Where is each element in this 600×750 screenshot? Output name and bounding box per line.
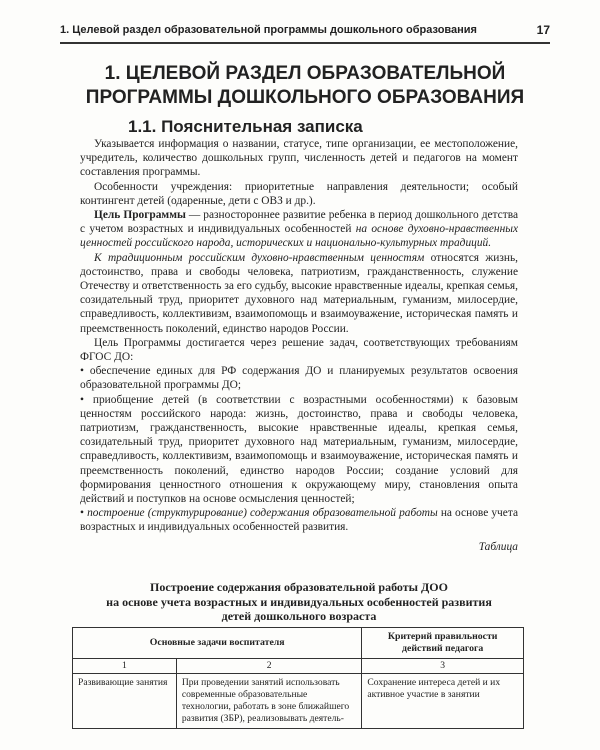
table-col-number-3: 3 xyxy=(362,659,524,674)
chapter-title-line-2: ПРОГРАММЫ ДОШКОЛЬНОГО ОБРАЗОВАНИЯ xyxy=(85,87,525,108)
section-title: 1.1. Пояснительная записка xyxy=(128,117,363,136)
bullet-3-text: на основе учета возрастных и индивидуальных особенностей развития. xyxy=(80,507,518,534)
values-text: относятся жизнь, достоинство, права и свободы человека, патриотизм, гражданственность, служение Отечеству и ответственность за его судьбу, высокие нравственные идеалы, крепкая семья, созидательный труд, приоритет духовного над материальным, гуманизм, милосердие, справедливость, коллективизм, взаимопомощь и взаимоуважение, историческая память и преемственность поколений, единство народов России. xyxy=(80,251,518,335)
goal-text: — разностороннее развитие ребенка в период дошкольного детства с учетом возрастных и индивидуальных особенностей xyxy=(80,209,518,236)
bullet-3-italic: построение (структурирование) содержания образовательной работы xyxy=(87,507,438,520)
values-term: К традиционным российским духовно-нравственным ценностям xyxy=(94,251,425,264)
paragraph-tasks: Цель Программы достигается через решение задач, соответствующих требованиям ФГОС ДО: xyxy=(80,336,518,364)
table-col-number-1: 1 xyxy=(73,659,177,674)
table-col-number-2: 2 xyxy=(176,659,362,674)
bullet-item-1: • обеспечение единых для РФ содержания ДО и планируемых результатов освоения образовательной программы ДО; xyxy=(80,365,518,392)
running-header-title: 1. Целевой раздел образовательной программы дошкольного образования xyxy=(60,24,477,36)
table-cell-criterion: Сохранение интереса детей и их активное участие в занятии xyxy=(362,674,524,729)
table-label: Таблица xyxy=(478,540,518,553)
table-title-line-1: Построение содержания образовательной работы ДОО xyxy=(150,580,448,594)
table-header-row xyxy=(73,628,524,659)
table-header-criteria: Критерий правильности действий педагога xyxy=(362,628,524,659)
paragraph-features: Особенности учреждения: приоритетные направления деятельности; особый контингент детей (одаренные, дети с ОВЗ и др.). xyxy=(80,180,518,207)
table-row xyxy=(73,674,524,729)
bullet-item-3 xyxy=(80,506,518,534)
bullet-marker: • xyxy=(80,507,88,520)
table-title-line-2: на основе учета возрастных и индивидуальных особенностей развития xyxy=(106,594,492,609)
page-number: 17 xyxy=(536,23,550,37)
chapter-title xyxy=(60,62,550,110)
table-cell-task: При проведении занятий использовать современные образовательные технологии, работать в зоне ближайшего развития (ЗБР), реализовывать деятель- xyxy=(176,674,362,729)
paragraph-goal xyxy=(80,208,518,251)
table-header-tasks: Основные задачи воспитателя xyxy=(73,628,362,659)
table-title-line-3: детей дошкольного возраста xyxy=(221,609,377,623)
chapter-title-line-1: 1. ЦЕЛЕВОЙ РАЗДЕЛ ОБРАЗОВАТЕЛЬНОЙ xyxy=(104,63,506,84)
paragraph-intro: Указывается информация о названии, статусе, типе организации, ее местоположение, учредитель, количество дошкольных групп, численность детей и педагогов на момент составления программы. xyxy=(80,138,518,179)
running-header xyxy=(60,22,550,44)
goal-term: Цель Программы xyxy=(94,209,186,222)
body-text xyxy=(80,137,518,554)
table-cell-activity: Развивающие занятия xyxy=(73,674,177,729)
paragraph-values xyxy=(80,251,518,336)
table-title xyxy=(80,580,518,624)
table-number-row xyxy=(73,659,524,674)
bullet-item-2: • приобщение детей (в соответствии с возрастными особенностями) к базовым ценностям российского народа: жизнь, достоинство, права и свободы человека, патриотизм, гражданственность, высокие нравственные идеалы, крепкая семья, созидательный труд, приоритет духовного над материальным, гуманизм, милосердие, справедливость, коллективизм, взаимопомощь и взаимоуважение, историческая память и преемственность поколений, единство народов России; создание условий для формирования ценностного отношения к окружающему миру, становления опыта действий и поступков на основе осмысления ценностей; xyxy=(80,393,518,506)
content-table xyxy=(72,627,524,729)
goal-italic: на основе духовно-нравственных ценностей российского народа, исторических и национально-культурных традиций. xyxy=(80,223,518,250)
